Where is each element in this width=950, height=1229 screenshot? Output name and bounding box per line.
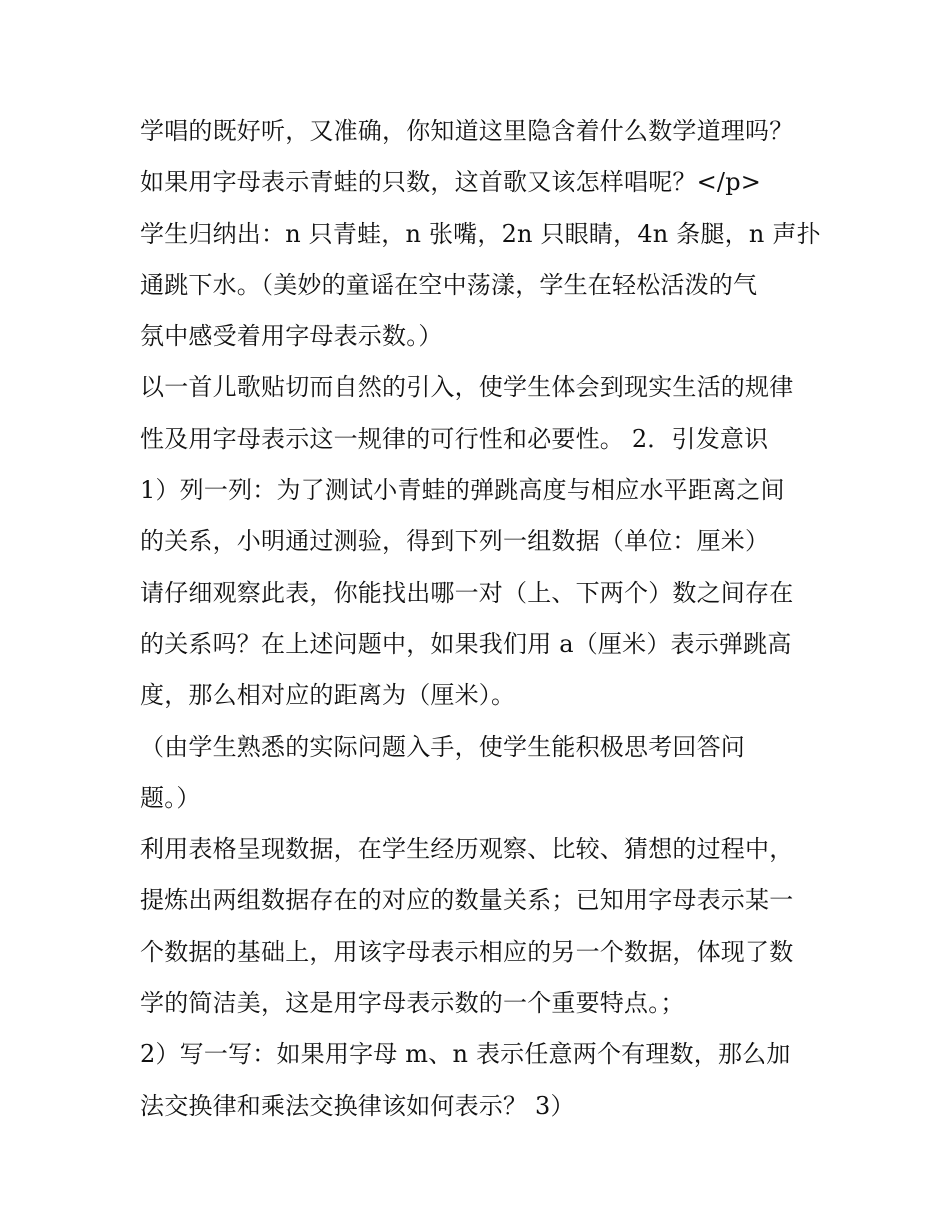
text-line: 个数据的基础上，用该字母表示相应的另一个数据，体现了数 xyxy=(140,937,794,966)
text-line: 的关系吗？在上述问题中，如果我们用 a（厘米）表示弹跳高 xyxy=(140,629,792,658)
text-line: 提炼出两组数据存在的对应的数量关系；已知用字母表示某一 xyxy=(140,886,794,915)
text-line: 法交换律和乘法交换律该如何表示？ 3） xyxy=(140,1091,575,1120)
text-line: 氛中感受着用字母表示数。） xyxy=(140,322,443,351)
text-line: 请仔细观察此表，你能找出哪一对（上、下两个）数之间存在 xyxy=(140,578,794,607)
text-line: 通跳下水。（美妙的童谣在空中荡漾，学生在轻松活泼的气 xyxy=(140,270,758,299)
text-line: 学生归纳出：n 只青蛙，n 张嘴，2n 只眼睛，4n 条腿，n 声扑 xyxy=(140,219,821,248)
text-line: 性及用字母表示这一规律的可行性和必要性。 2．引发意识 xyxy=(140,424,769,453)
text-line: 学的简洁美，这是用字母表示数的一个重要特点。； xyxy=(140,989,685,1018)
text-line: 的关系，小明通过测验，得到下列一组数据（单位：厘米） xyxy=(140,527,770,556)
text-line: 题。） xyxy=(140,783,201,812)
text-line: 如果用字母表示青蛙的只数，这首歌又该怎样唱呢？</p> xyxy=(140,168,762,197)
text-line: 学唱的既好听，又准确，你知道这里隐含着什么数学道理吗？ xyxy=(140,117,794,145)
text-line: 1）列一列：为了测试小青蛙的弹跳高度与相应水平距离之间 xyxy=(140,476,785,505)
text-line: （由学生熟悉的实际问题入手，使学生能积极思考回答问 xyxy=(140,732,745,761)
text-line: 利用表格呈现数据，在学生经历观察、比较、猜想的过程中， xyxy=(140,835,794,864)
document-body xyxy=(140,106,830,1132)
text-line: 以一首儿歌贴切而自然的引入，使学生体会到现实生活的规律 xyxy=(140,373,794,402)
text-line: 度，那么相对应的距离为（厘米）。 xyxy=(140,681,516,710)
text-line: 2）写一写：如果用字母 m、n 表示任意两个有理数，那么加 xyxy=(140,1040,791,1069)
